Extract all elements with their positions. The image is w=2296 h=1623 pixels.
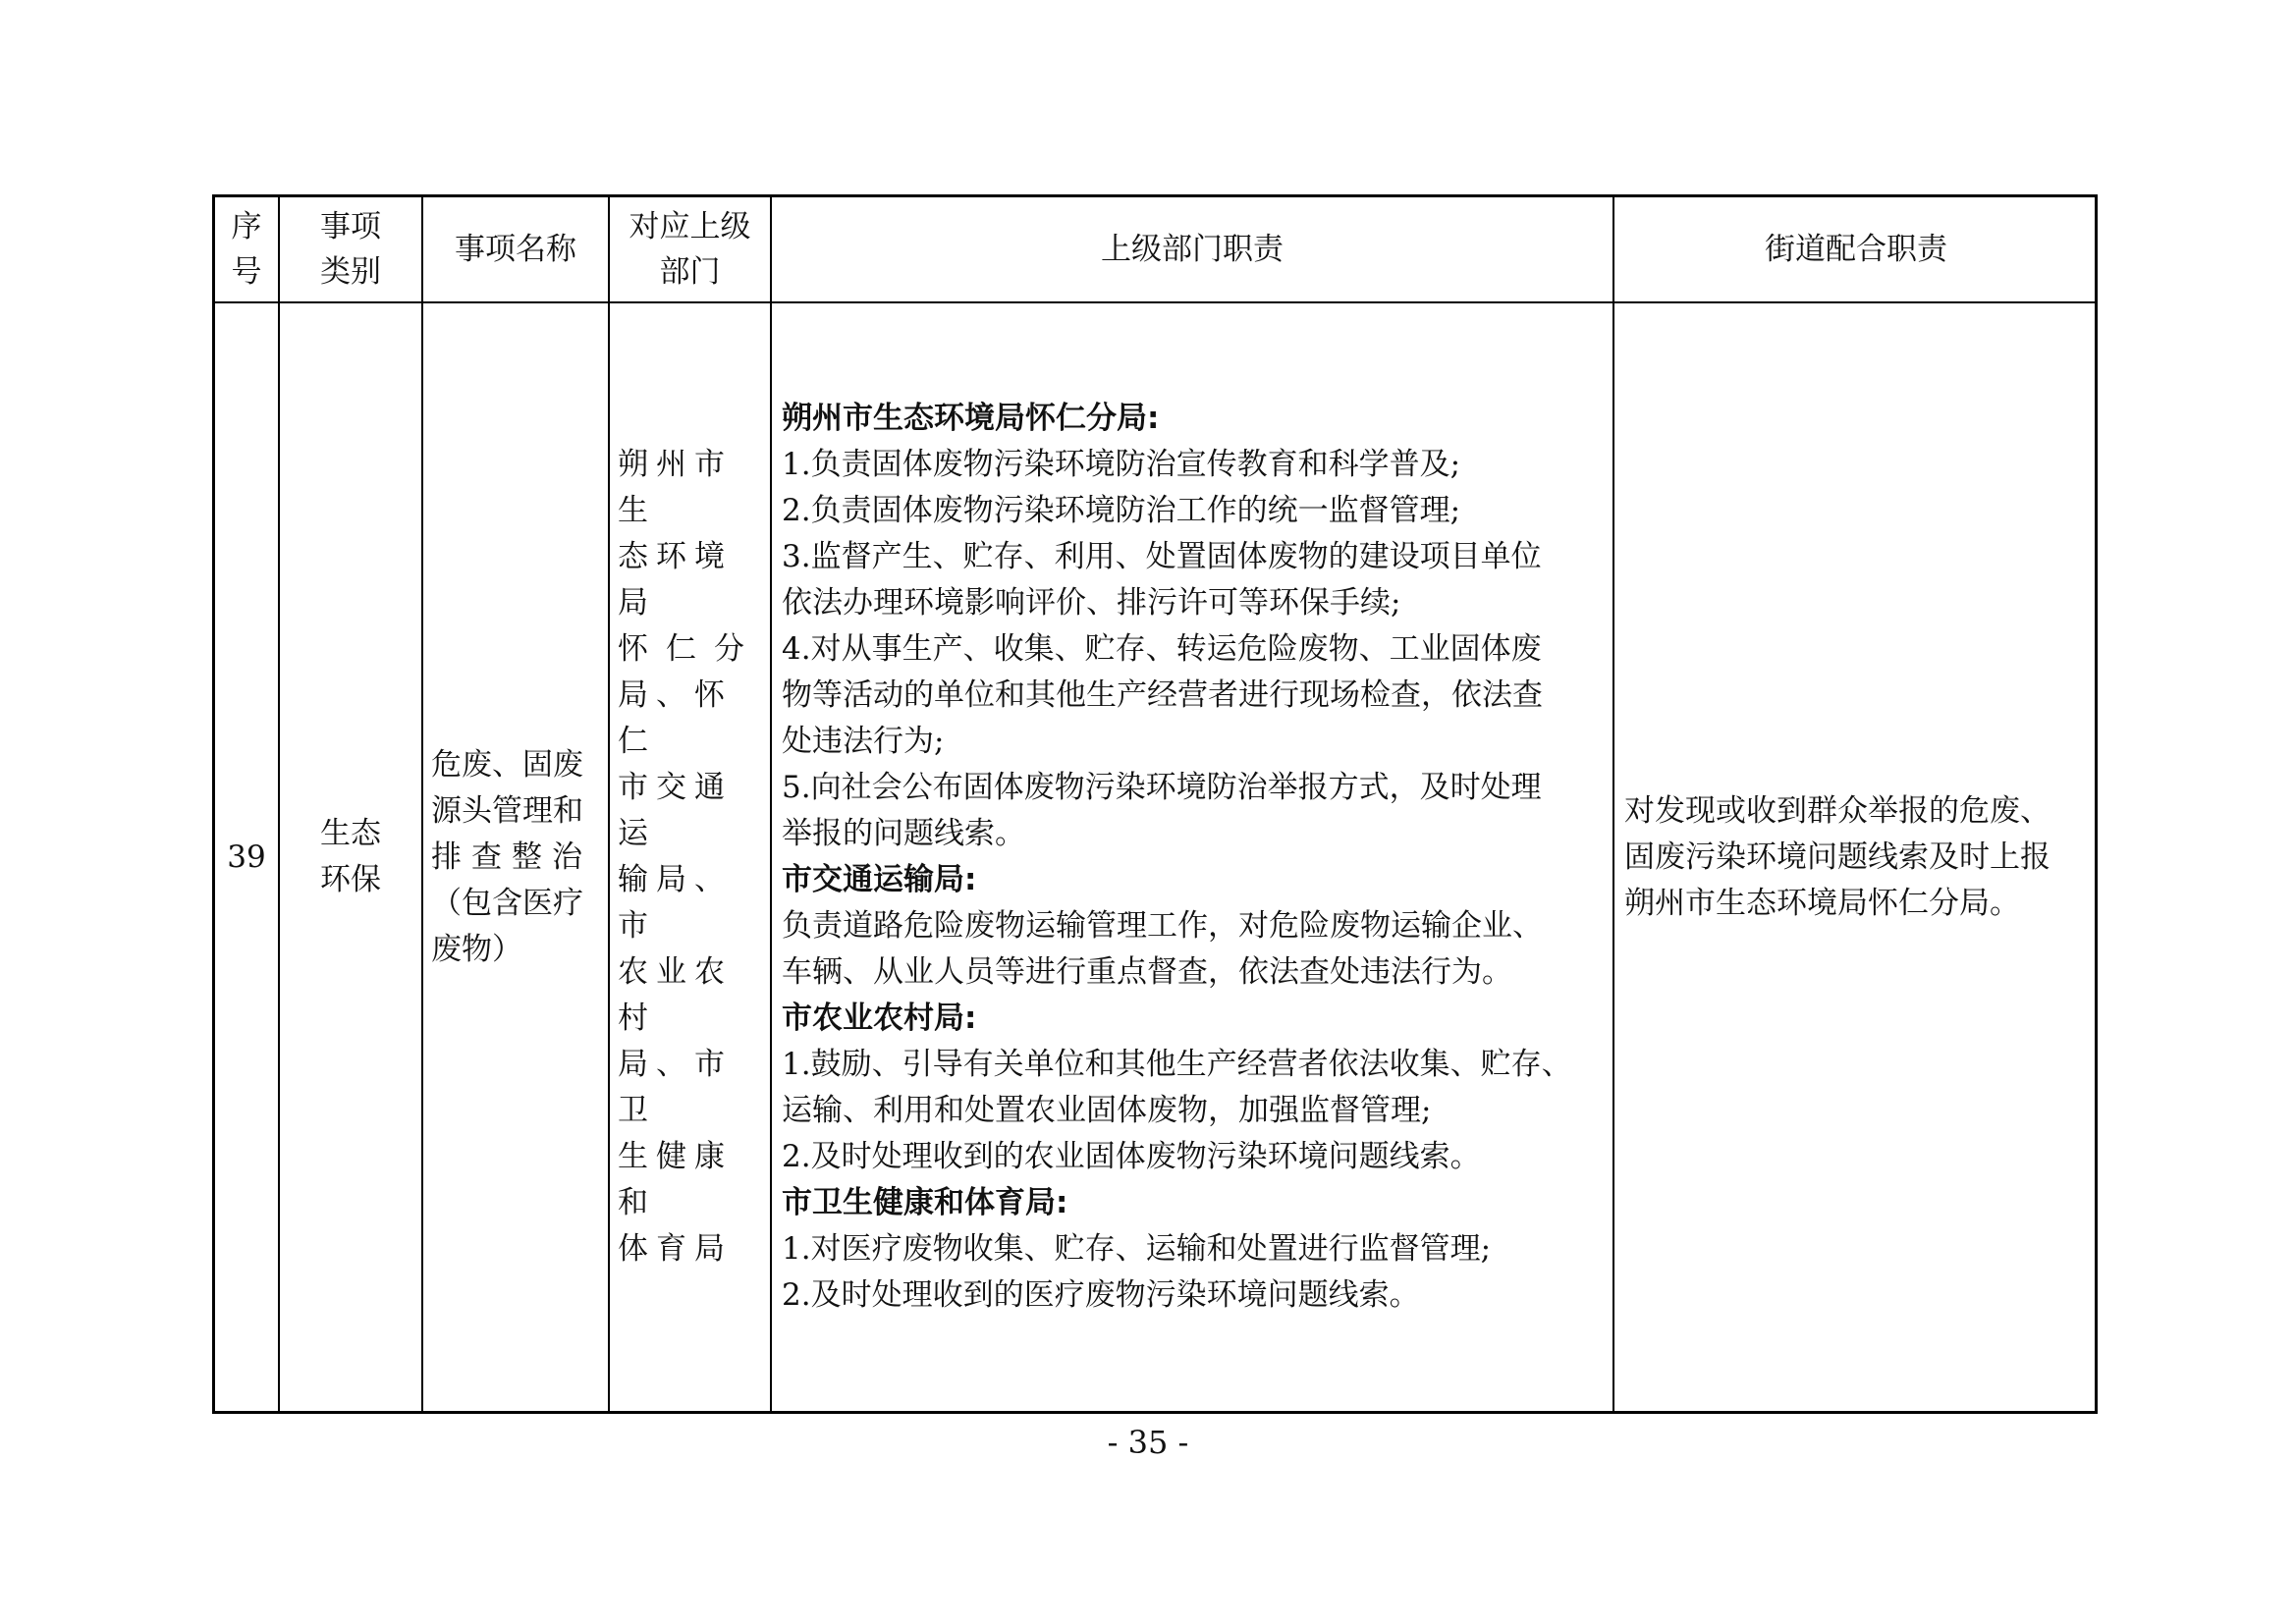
street-duty-line: 固废污染环境问题线索及时上报 xyxy=(1624,839,2050,875)
cell-street-duty xyxy=(1614,303,2098,1411)
duty-heading: 朔州市生态环境局怀仁分局: xyxy=(782,401,1160,436)
duty-heading: 市农业农村局: xyxy=(782,1001,977,1036)
header-upper-duty xyxy=(772,197,1613,301)
dept-line: 朔州市生 xyxy=(618,447,733,528)
duty-line: 依法办理环境影响评价、排污许可等环保手续; xyxy=(782,585,1401,621)
cell-upper-duty xyxy=(772,303,1613,1411)
street-duty-line: 朔州市生态环境局怀仁分局。 xyxy=(1624,885,2020,921)
header-dept-line: 部门 xyxy=(659,254,721,290)
category-line: 环保 xyxy=(320,862,381,897)
duty-line: 车辆、从业人员等进行重点督查，依法查处违法行为。 xyxy=(782,954,1512,990)
header-seq-line: 号 xyxy=(231,254,262,290)
cell-name xyxy=(423,303,608,1411)
header-dept-line: 对应上级 xyxy=(629,209,751,244)
duty-line: 4.对从事生产、收集、贮存、转运危险废物、工业固体废 xyxy=(782,631,1542,667)
dept-line: 输局、市 xyxy=(618,862,733,944)
dept-line: 怀仁分 xyxy=(618,631,762,667)
header-street-duty-text: 街道配合职责 xyxy=(1765,232,1947,267)
dept-line: 体育局 xyxy=(618,1231,733,1267)
header-seq-line: 序 xyxy=(231,209,262,244)
duty-block-health xyxy=(782,1180,1491,1319)
header-category-line: 类别 xyxy=(320,254,381,290)
duty-line: 2.及时处理收到的农业固体废物污染环境问题线索。 xyxy=(782,1139,1481,1174)
name-line: 源头管理和 xyxy=(431,792,583,829)
header-name-text: 事项名称 xyxy=(455,232,576,267)
name-line: （包含医疗 xyxy=(431,885,583,921)
dept-line: 局、怀仁 xyxy=(618,677,733,759)
header-seq xyxy=(215,197,278,301)
dept-line: 农业农村 xyxy=(618,954,733,1036)
duty-block-ecology xyxy=(782,396,1543,857)
duty-line: 处违法行为; xyxy=(782,724,945,759)
name-line: 废物） xyxy=(431,931,522,967)
duty-line: 1.鼓励、引导有关单位和其他生产经营者依法收集、贮存、 xyxy=(782,1047,1572,1082)
dept-line: 生健康和 xyxy=(618,1139,733,1220)
duty-line: 举报的问题线索。 xyxy=(782,816,1025,851)
seq-value: 39 xyxy=(227,839,266,875)
duty-heading: 市交通运输局: xyxy=(782,862,977,897)
duty-heading: 市卫生健康和体育局: xyxy=(782,1185,1068,1220)
cell-dept xyxy=(610,303,770,1411)
dept-line: 局、市卫 xyxy=(618,1047,733,1128)
duty-block-transport xyxy=(782,857,1543,996)
header-category-line: 事项 xyxy=(320,209,381,244)
dept-line: 态环境局 xyxy=(618,539,733,621)
duty-line: 运输、利用和处置农业固体废物，加强监督管理; xyxy=(782,1093,1432,1128)
header-upper-duty-text: 上级部门职责 xyxy=(1101,232,1284,267)
duty-line: 1.负责固体废物污染环境防治宣传教育和科学普及; xyxy=(782,447,1461,482)
header-category xyxy=(280,197,421,301)
dept-line: 市交通运 xyxy=(618,770,733,851)
name-line: 危废、固废 xyxy=(431,746,583,783)
page-number: - 35 - xyxy=(1107,1424,1189,1461)
duty-line: 3.监督产生、贮存、利用、处置固体废物的建设项目单位 xyxy=(782,539,1542,574)
name-line: 排查整治 xyxy=(431,839,592,875)
header-name xyxy=(423,197,608,301)
duty-line: 2.负责固体废物污染环境防治工作的统一监督管理; xyxy=(782,493,1461,528)
duty-table xyxy=(212,194,2098,1414)
duty-line: 5.向社会公布固体废物污染环境防治举报方式，及时处理 xyxy=(782,770,1542,805)
duty-line: 2.及时处理收到的医疗废物污染环境问题线索。 xyxy=(782,1277,1420,1313)
cell-seq xyxy=(215,303,278,1411)
header-street-duty xyxy=(1614,197,2098,301)
duty-line: 负责道路危险废物运输管理工作，对危险废物运输企业、 xyxy=(782,908,1543,944)
cell-category xyxy=(280,303,421,1411)
duty-line: 物等活动的单位和其他生产经营者进行现场检查，依法查 xyxy=(782,677,1543,713)
category-line: 生态 xyxy=(320,816,381,851)
street-duty-line: 对发现或收到群众举报的危废、 xyxy=(1624,792,2050,829)
duty-block-agriculture xyxy=(782,996,1572,1180)
header-dept xyxy=(610,197,770,301)
duty-line: 1.对医疗废物收集、贮存、运输和处置进行监督管理; xyxy=(782,1231,1492,1267)
